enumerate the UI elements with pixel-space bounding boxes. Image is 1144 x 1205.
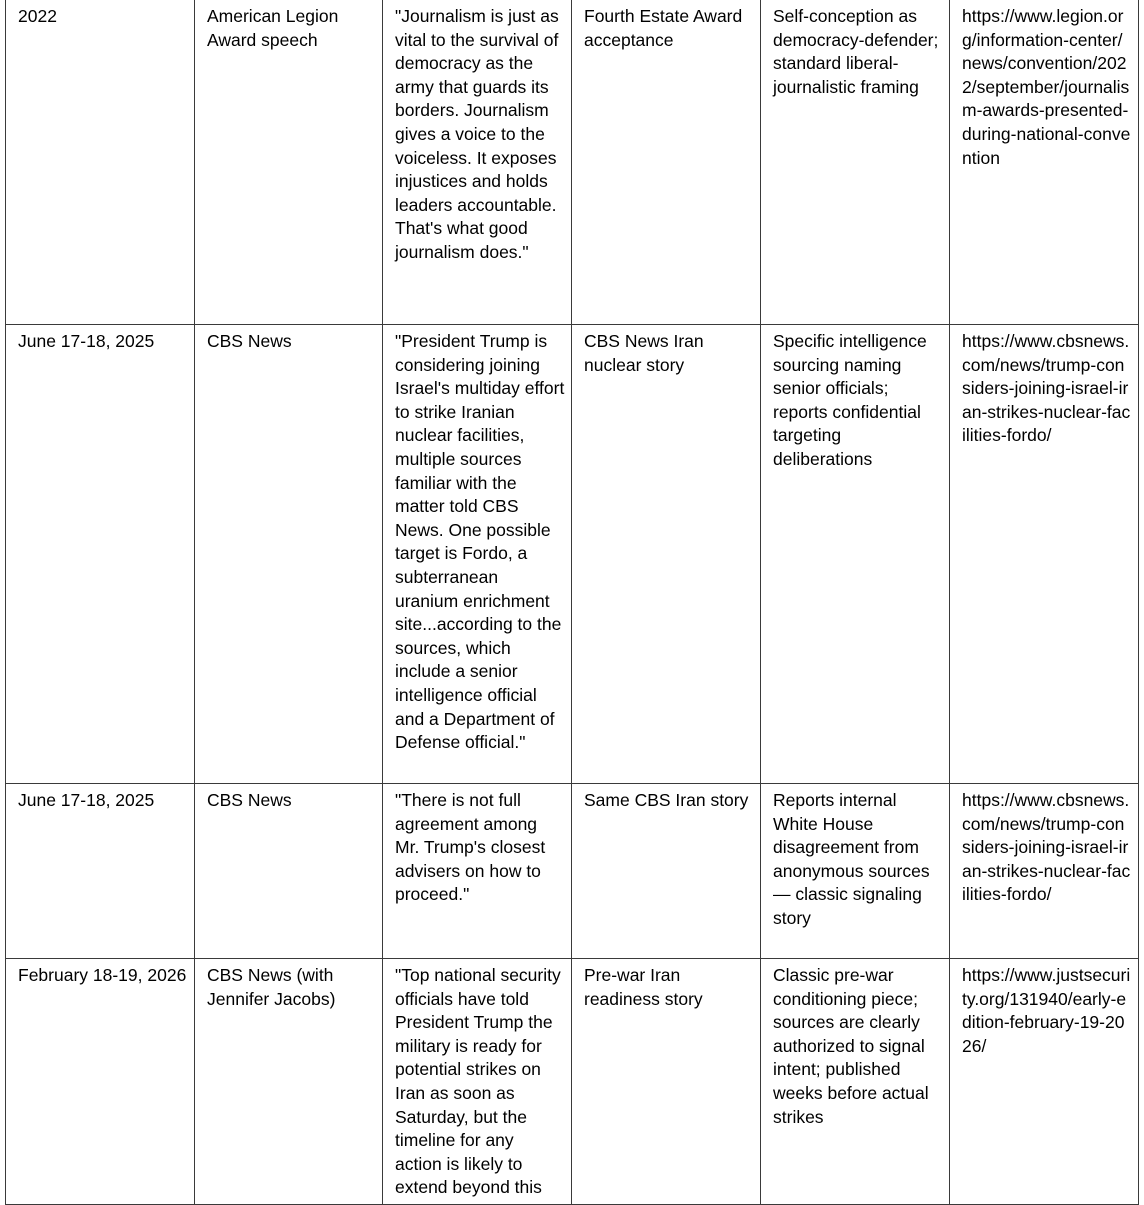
quote-cell xyxy=(383,784,572,959)
quote-text: "There is not full agreement among Mr. Trump's closest advisers on how to proceed." xyxy=(395,790,546,905)
source-url-link[interactable]: https://www.cbsnews.com/news/trump-considers-joining-israel-iran-strikes-nuclear-facilities-fordo/ xyxy=(962,331,1131,446)
analysis-cell xyxy=(761,784,950,959)
date-text: June 17-18, 2025 xyxy=(18,331,155,351)
date-text: June 17-18, 2025 xyxy=(18,790,155,810)
analysis-cell xyxy=(761,959,950,1205)
quote-text: "Top national security officials have told President Trump the military is ready for potential strikes on Iran as soon as Saturday, but the timeline for any action is likely to extend beyond this xyxy=(395,965,561,1198)
document-table xyxy=(5,0,1139,1205)
context-cell xyxy=(572,784,761,959)
context-text: CBS News Iran nuclear story xyxy=(584,331,704,375)
context-cell xyxy=(572,325,761,784)
context-text: Fourth Estate Award acceptance xyxy=(584,6,743,50)
date-text: 2022 xyxy=(18,6,57,26)
context-text: Same CBS Iran story xyxy=(584,790,749,810)
outlet-text: CBS News xyxy=(207,331,292,351)
quote-text: "President Trump is considering joining Israel's multiday effort to strike Iranian nuclear facilities, multiple sources familiar with the matter told CBS News. One possible target is Fordo, a subterranean uranium enrichment site...according to the sources, which include a senior intelligence official and a Department of Defense official." xyxy=(395,331,565,753)
analysis-cell xyxy=(761,325,950,784)
analysis-cell xyxy=(761,0,950,325)
analysis-text: Classic pre-war conditioning piece; sources are clearly authorized to signal intent; published weeks before actual strikes xyxy=(773,965,929,1127)
source-url-link[interactable]: https://www.legion.org/information-center/news/convention/2022/september/journalism-awards-presented-during-national-convention xyxy=(962,6,1131,168)
table-row xyxy=(6,0,1139,325)
analysis-text: Specific intelligence sourcing naming senior officials; reports confidential targeting deliberations xyxy=(773,331,927,469)
table-row xyxy=(6,784,1139,959)
outlet-cell xyxy=(195,0,383,325)
quote-text: "Journalism is just as vital to the survival of democracy as the army that guards its borders. Journalism gives a voice to the voiceless. It exposes injustices and holds leaders accountable. That's what good journalism does." xyxy=(395,6,559,262)
date-cell xyxy=(6,325,195,784)
date-cell xyxy=(6,0,195,325)
date-cell xyxy=(6,959,195,1205)
date-text: February 18-19, 2026 xyxy=(18,965,187,985)
url-cell xyxy=(950,959,1139,1205)
quote-cell xyxy=(383,959,572,1205)
outlet-text: CBS News (with Jennifer Jacobs) xyxy=(207,965,336,1009)
date-cell xyxy=(6,784,195,959)
url-cell xyxy=(950,784,1139,959)
source-url-link[interactable]: https://www.cbsnews.com/news/trump-considers-joining-israel-iran-strikes-nuclear-facilities-fordo/ xyxy=(962,790,1131,905)
url-cell xyxy=(950,0,1139,325)
outlet-text: CBS News xyxy=(207,790,292,810)
analysis-text: Reports internal White House disagreement from anonymous sources — classic signaling story xyxy=(773,790,930,928)
context-text: Pre-war Iran readiness story xyxy=(584,965,703,1009)
context-cell xyxy=(572,959,761,1205)
analysis-text: Self-conception as democracy-defender; standard liberal-journalistic framing xyxy=(773,6,939,97)
table-row xyxy=(6,325,1139,784)
source-url-link[interactable]: https://www.justsecurity.org/131940/early-edition-february-19-2026/ xyxy=(962,965,1131,1056)
outlet-cell xyxy=(195,784,383,959)
outlet-cell xyxy=(195,325,383,784)
quote-cell xyxy=(383,325,572,784)
context-cell xyxy=(572,0,761,325)
outlet-text: American Legion Award speech xyxy=(207,6,339,50)
table-row xyxy=(6,959,1139,1205)
quote-cell xyxy=(383,0,572,325)
outlet-cell xyxy=(195,959,383,1205)
url-cell xyxy=(950,325,1139,784)
